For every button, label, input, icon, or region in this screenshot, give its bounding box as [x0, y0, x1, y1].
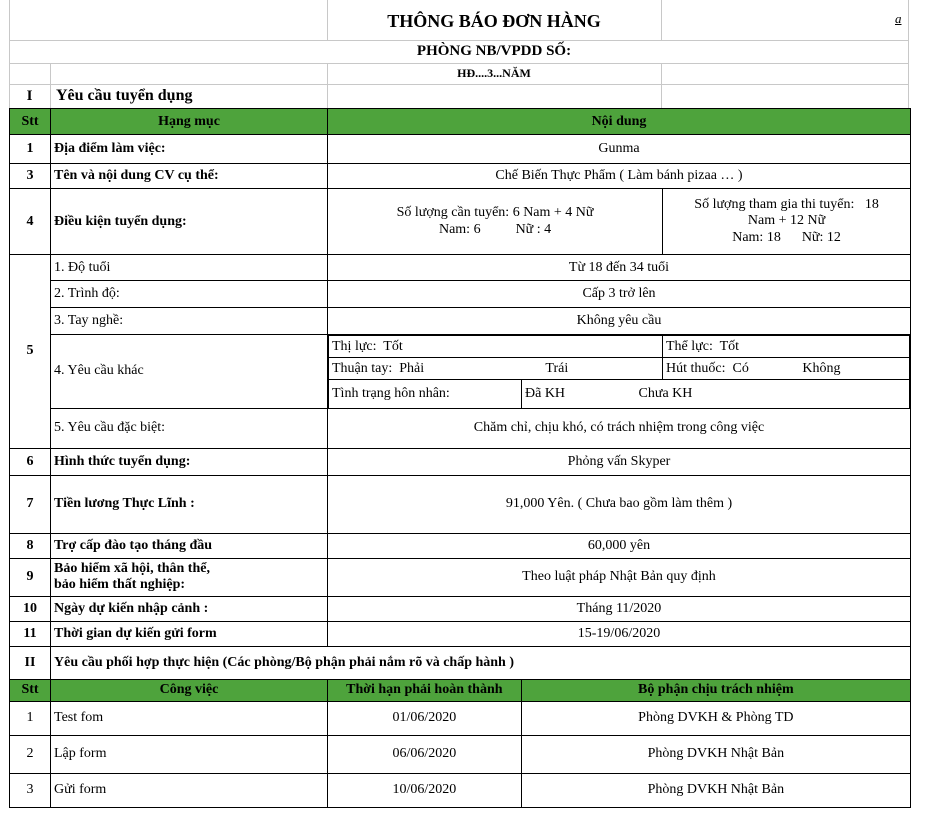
- grid-line: [9, 84, 909, 85]
- col-header-item: Hạng mục: [51, 109, 328, 135]
- row-item: 2. Trình độ:: [51, 281, 328, 308]
- fitness: Thể lực: Tốt: [663, 336, 910, 358]
- task-name: Test fom: [51, 701, 328, 735]
- row-stt: 5: [10, 255, 51, 449]
- item-line: Bảo hiểm xã hội, thân thể,: [54, 560, 210, 576]
- quota-breakdown: Nam: 6 Nữ : 4: [438, 221, 552, 237]
- row-item: Tên và nội dung CV cụ thể:: [51, 164, 328, 189]
- applicants-breakdown: Nam: 18 Nữ: 12: [732, 229, 841, 245]
- quota-cell: [328, 189, 663, 255]
- sub-row: [329, 336, 910, 358]
- col-header-stt: Stt: [10, 109, 51, 135]
- col-header-deadline: Thời hạn phải hoàn thành: [328, 679, 522, 701]
- row-stt: 1: [10, 135, 51, 164]
- eyesight: Thị lực: Tốt: [329, 336, 663, 358]
- item-line: bảo hiểm thất nghiệp:: [54, 577, 186, 592]
- row-stt: 6: [10, 448, 51, 475]
- recruitment-table: [9, 108, 911, 808]
- col-header-content: Nội dung: [328, 109, 911, 135]
- task-name: Lập form: [51, 735, 328, 773]
- row-item: 5. Yêu cầu đặc biệt:: [51, 408, 328, 448]
- table2-header-row: [10, 679, 911, 701]
- table-row: [10, 281, 911, 308]
- section-1-number: I: [26, 88, 33, 104]
- corner-mark: a: [895, 11, 902, 26]
- table-row: [10, 475, 911, 533]
- table-row: [10, 135, 911, 164]
- task-row: [10, 735, 911, 773]
- smoke-yes: Hút thuốc: Có: [666, 360, 749, 376]
- row-item: 1. Độ tuổi: [51, 255, 328, 281]
- grid-line: [908, 0, 909, 108]
- row-item: Hình thức tuyển dụng:: [51, 448, 328, 475]
- table-row: [10, 408, 911, 448]
- col-header-stt: Stt: [10, 679, 51, 701]
- handedness: [329, 358, 663, 380]
- married: Đã KH: [525, 385, 566, 401]
- row-item: Điều kiện tuyển dụng:: [51, 189, 328, 255]
- col-header-dept: Bộ phận chịu trách nhiệm: [521, 679, 910, 701]
- grid-line: [9, 40, 909, 41]
- marital-label: Tình trạng hôn nhân:: [329, 380, 522, 408]
- row-content: 15-19/06/2020: [328, 621, 911, 646]
- task-row: [10, 773, 911, 807]
- task-name: Gửi form: [51, 773, 328, 807]
- table-row: [10, 448, 911, 475]
- task-row: [10, 701, 911, 735]
- table-row: [10, 596, 911, 621]
- row-item: [51, 558, 328, 596]
- task-stt: 3: [10, 773, 51, 807]
- row-item: Thời gian dự kiến gửi form: [51, 621, 328, 646]
- grid-line: [9, 63, 909, 64]
- row-content: Không yêu cầu: [328, 308, 911, 335]
- table-header-row: [10, 109, 911, 135]
- table-row: [10, 308, 911, 335]
- task-deadline: 01/06/2020: [328, 701, 522, 735]
- task-stt: 1: [10, 701, 51, 735]
- table-row: [10, 255, 911, 281]
- section-1-label: Yêu cầu tuyển dụng: [56, 87, 193, 104]
- page-subtitle: PHÒNG NB/VPDD SỐ:: [416, 43, 572, 59]
- section-2-row: [10, 646, 911, 679]
- table-row: [10, 558, 911, 596]
- row-stt: 10: [10, 596, 51, 621]
- row-content: Theo luật pháp Nhật Bản quy định: [328, 558, 911, 596]
- row-item: Tiền lương Thực Lĩnh :: [51, 475, 328, 533]
- task-dept: Phòng DVKH & Phòng TD: [521, 701, 910, 735]
- row-item: 4. Yêu cầu khác: [51, 335, 328, 409]
- section-2-label: Yêu cầu phối hợp thực hiện (Các phòng/Bộ phận phải nắm rõ và chấp hành ): [51, 646, 911, 679]
- table-row: [10, 335, 911, 409]
- task-deadline: 06/06/2020: [328, 735, 522, 773]
- row-stt: 8: [10, 533, 51, 558]
- task-dept: Phòng DVKH Nhật Bản: [521, 735, 910, 773]
- applicants-line: Số lượng tham gia thi tuyển: 18: [694, 197, 879, 213]
- grid-line: [661, 0, 662, 40]
- marital-options: [522, 380, 910, 408]
- smoke-no: Không: [802, 360, 841, 376]
- table-row: [10, 621, 911, 646]
- table-row: [10, 164, 911, 189]
- other-requirements-grid: [328, 335, 910, 408]
- row-stt: 4: [10, 189, 51, 255]
- row-content: Cấp 3 trở lên: [328, 281, 911, 308]
- grid-line: [661, 63, 662, 108]
- row-content: Chăm chỉ, chịu khó, có trách nhiệm trong công việc: [328, 408, 911, 448]
- row-stt: 11: [10, 621, 51, 646]
- row-item: Trợ cấp đào tạo tháng đầu: [51, 533, 328, 558]
- contract-number: HĐ....3...NĂM: [457, 66, 531, 80]
- applicants-line: Nam + 12 Nữ: [747, 213, 826, 229]
- row-stt: 9: [10, 558, 51, 596]
- row-item: Ngày dự kiến nhập cảnh :: [51, 596, 328, 621]
- row-content: Phỏng vấn Skyper: [328, 448, 911, 475]
- grid-line: [50, 63, 51, 108]
- hand-left: Trái: [545, 360, 569, 376]
- applicants-cell: [663, 189, 911, 255]
- quota-line: Số lượng cần tuyển: 6 Nam + 4 Nữ: [396, 205, 594, 221]
- task-deadline: 10/06/2020: [328, 773, 522, 807]
- section-2-number: II: [10, 646, 51, 679]
- sub-row: [329, 380, 910, 408]
- row-content: Tháng 11/2020: [328, 596, 911, 621]
- sub-row: [329, 358, 910, 380]
- row-content: Gunma: [328, 135, 911, 164]
- col-header-task: Công việc: [51, 679, 328, 701]
- row-content: Từ 18 đến 34 tuổi: [328, 255, 911, 281]
- task-dept: Phòng DVKH Nhật Bản: [521, 773, 910, 807]
- row-stt: 3: [10, 164, 51, 189]
- row-item: 3. Tay nghề:: [51, 308, 328, 335]
- other-requirements-cell: [328, 335, 911, 409]
- table-row: [10, 533, 911, 558]
- hand-right: Thuận tay: Phải: [332, 360, 425, 376]
- task-stt: 2: [10, 735, 51, 773]
- smoking: [663, 358, 910, 380]
- row-content: 60,000 yên: [328, 533, 911, 558]
- row-item: Địa điểm làm việc:: [51, 135, 328, 164]
- single: Chưa KH: [638, 385, 693, 401]
- row-content: 91,000 Yên. ( Chưa bao gồm làm thêm ): [328, 475, 911, 533]
- table-row: [10, 189, 911, 255]
- page-title: THÔNG BÁO ĐƠN HÀNG: [387, 11, 601, 31]
- row-stt: 7: [10, 475, 51, 533]
- row-content: Chế Biến Thực Phẩm ( Làm bánh pizaa … ): [328, 164, 911, 189]
